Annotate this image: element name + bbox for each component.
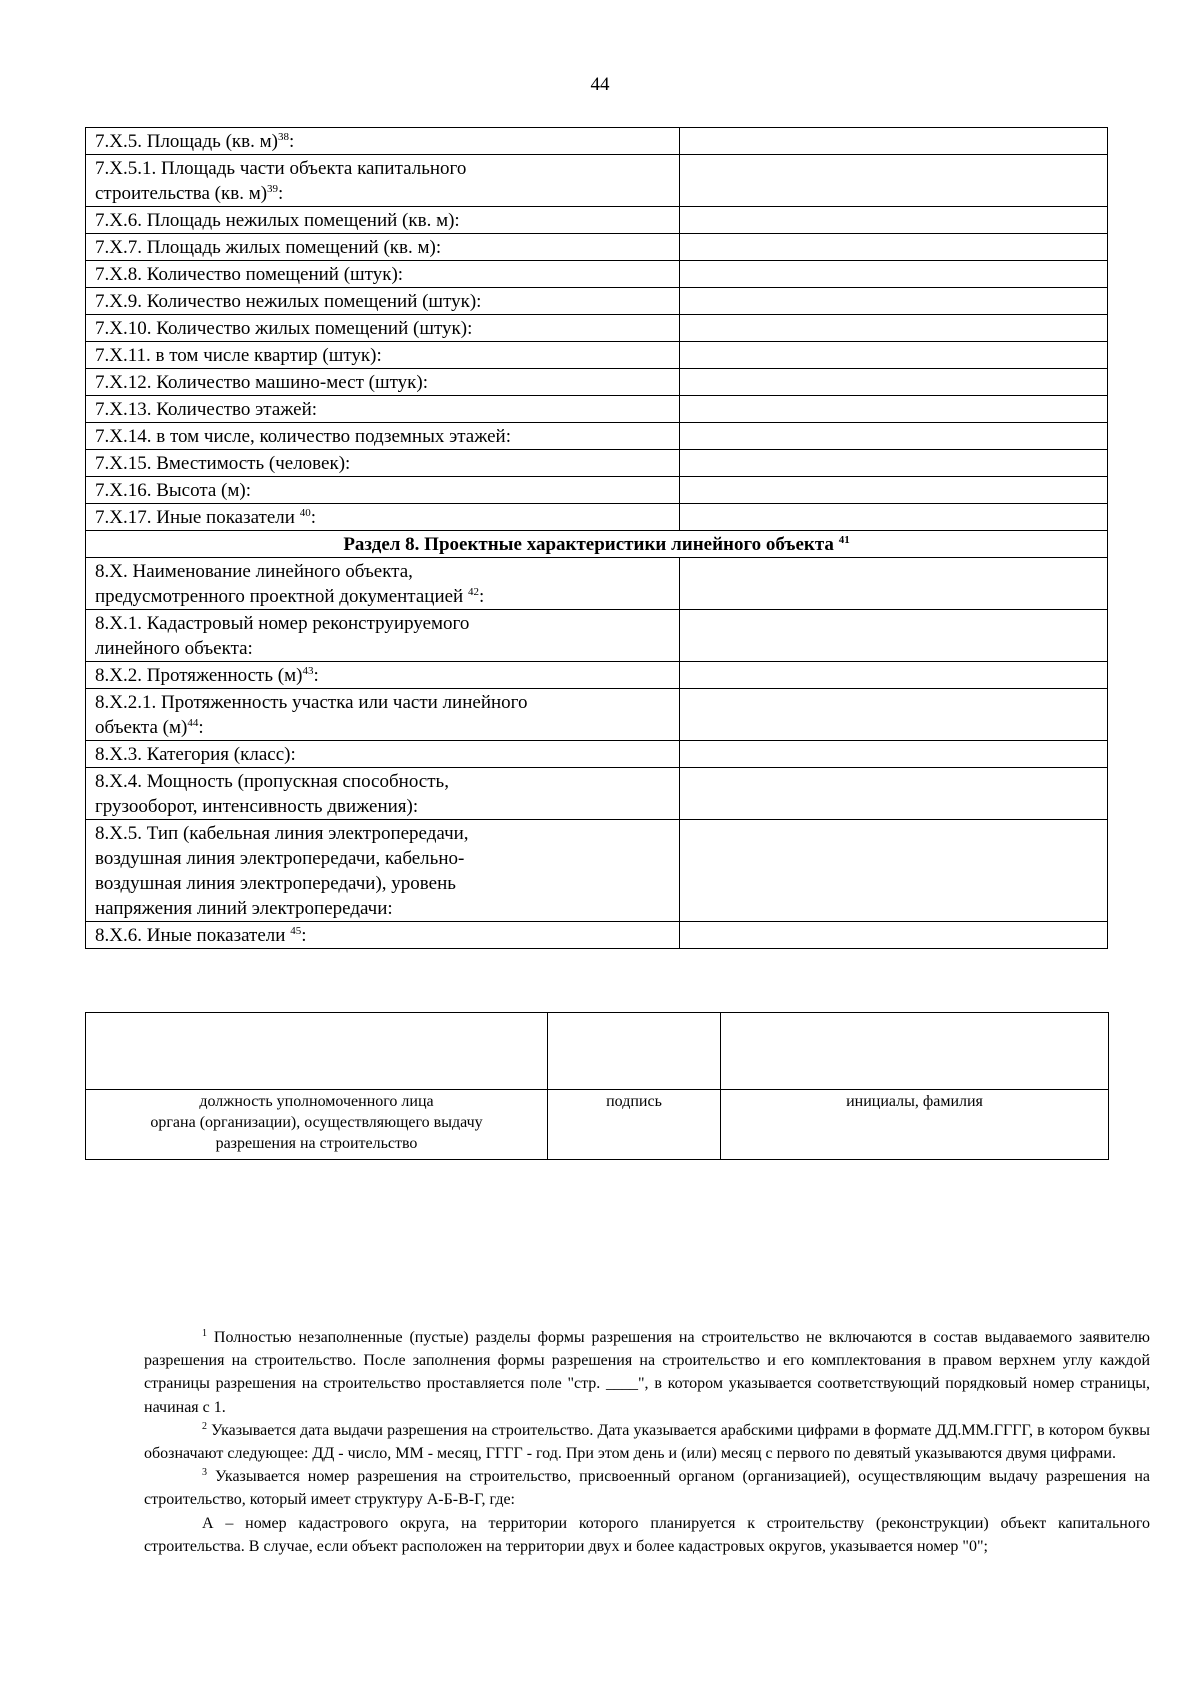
table-row xyxy=(86,689,1108,741)
row-value xyxy=(680,207,1108,234)
table-row xyxy=(86,396,1108,423)
table-row xyxy=(86,558,1108,610)
row-value xyxy=(680,558,1108,610)
name-field xyxy=(721,1013,1109,1090)
name-caption: инициалы, фамилия xyxy=(721,1090,1109,1160)
row-label: 8.X.2. Протяженность $(м)^{43}$: xyxy=(86,662,680,689)
section-header-row xyxy=(86,531,1108,558)
row-label: 7.X.13. Количество этажей: xyxy=(86,396,680,423)
row-value xyxy=(680,261,1108,288)
row-label: 8.X. Наименование линейного объекта, предусмотренного проектной документацией $^{42}$: xyxy=(86,558,680,610)
row-label: 7.X.17. Иные показатели $^{40}$: xyxy=(86,504,680,531)
table-row xyxy=(86,369,1108,396)
row-label: 7.X.5. Площадь (кв. м)$^{38}$: xyxy=(86,128,680,155)
row-value xyxy=(680,662,1108,689)
row-value xyxy=(680,741,1108,768)
table-row xyxy=(86,315,1108,342)
section-8-title: Раздел 8. Проектные характеристики линейного объекта $^{41}$ xyxy=(86,531,1108,558)
row-value xyxy=(680,369,1108,396)
row-value xyxy=(680,689,1108,741)
row-value xyxy=(680,234,1108,261)
row-value xyxy=(680,396,1108,423)
row-label: 7.X.10. Количество жилых помещений (штук): xyxy=(86,315,680,342)
table-row xyxy=(86,610,1108,662)
signature-fields-row xyxy=(86,1013,1109,1090)
signature-block xyxy=(85,1012,1109,1160)
table-row xyxy=(86,342,1108,369)
page-number: 44 xyxy=(590,74,610,95)
permit-characteristics-table xyxy=(85,127,1108,949)
table-row xyxy=(86,922,1108,949)
footnote-2: $^2$ Указывается дата выдачи разрешения на строительство. Дата указывается арабскими цифрами в формате ДД.ММ.ГГГГ, в котором буквы обозначают следующее: ДД - число, ММ - месяц, ГГГГ - год. При этом день и (или) месяц с первого по девятый указываются двумя цифрами. xyxy=(144,1420,1150,1463)
table-row xyxy=(86,423,1108,450)
row-label: 8.X.1. Кадастровый номер реконструируемого линейного объекта: xyxy=(86,610,680,662)
row-label: 7.X.16. Высота (м): xyxy=(86,477,680,504)
table-row xyxy=(86,261,1108,288)
table-row xyxy=(86,504,1108,531)
row-label: 8.X.4. Мощность (пропускная способность, грузооборот, интенсивность движения): xyxy=(86,768,680,820)
footnote-1: $^1$ Полностью незаполненные (пустые) разделы формы разрешения на строительство не включаются в состав выдаваемого заявителю разрешения на строительство. После заполнения формы разрешения на строительство и его комплектования в правом верхнем углу каждой страницы разрешения на строительство проставляется поле "стр. ____", в котором указывается соответствующий порядковый номер страницы, начиная с 1. xyxy=(144,1328,1150,1416)
table-row xyxy=(86,155,1108,207)
position-caption: должность уполномоченного лица органа (организации), осуществляющего выдачу разрешения на строительство xyxy=(86,1090,548,1160)
footnotes xyxy=(144,1326,1150,1558)
row-label: 7.X.5.1. Площадь части объекта капитального строительства (кв. м)$^{39}$: xyxy=(86,155,680,207)
row-value xyxy=(680,768,1108,820)
table-row xyxy=(86,450,1108,477)
row-label: 7.X.9. Количество нежилых помещений (штук): xyxy=(86,288,680,315)
row-label: 8.X.6. Иные показатели $^{45}$: xyxy=(86,922,680,949)
row-label: 7.X.12. Количество машино-мест (штук): xyxy=(86,369,680,396)
row-value xyxy=(680,477,1108,504)
signature-captions-row xyxy=(86,1090,1109,1160)
row-value xyxy=(680,610,1108,662)
row-label: 8.X.2.1. Протяженность участка или части линейного объекта $(м)^{44}$: xyxy=(86,689,680,741)
footnote-3: $^3$ Указывается номер разрешения на строительство, присвоенный органом (организацией), осуществляющим выдачу разрешения на строительство, который имеет структуру А-Б-В-Г, где: xyxy=(144,1467,1150,1509)
footnote-3-item-a: А – номер кадастрового округа, на территории которого планируется к строительству (реконструкции) объект капитального строительства. В случае, если объект расположен на территории двух и более кадастровых округов, указывается номер "0"; xyxy=(144,1514,1150,1555)
table-row xyxy=(86,768,1108,820)
table-row xyxy=(86,207,1108,234)
row-value xyxy=(680,288,1108,315)
row-value xyxy=(680,450,1108,477)
row-value xyxy=(680,155,1108,207)
row-label: 8.X.3. Категория (класс): xyxy=(86,741,680,768)
row-label: 7.X.11. в том числе квартир (штук): xyxy=(86,342,680,369)
row-value xyxy=(680,423,1108,450)
row-value xyxy=(680,504,1108,531)
table-row xyxy=(86,741,1108,768)
row-label: 7.X.7. Площадь жилых помещений (кв. м): xyxy=(86,234,680,261)
row-value xyxy=(680,342,1108,369)
signature-caption: подпись xyxy=(548,1090,721,1160)
row-label: 7.X.8. Количество помещений (штук): xyxy=(86,261,680,288)
table-row xyxy=(86,477,1108,504)
table-row xyxy=(86,234,1108,261)
table-row xyxy=(86,288,1108,315)
row-value xyxy=(680,820,1108,922)
signature-field xyxy=(548,1013,721,1090)
row-label: 7.X.14. в том числе, количество подземных этажей: xyxy=(86,423,680,450)
row-label: 7.X.6. Площадь нежилых помещений (кв. м): xyxy=(86,207,680,234)
row-value xyxy=(680,128,1108,155)
table-row xyxy=(86,662,1108,689)
row-label: 8.X.5. Тип (кабельная линия электропередачи, воздушная линия электропередачи, кабельно- воздушная линия электропередачи), уровень напряжения линий электропередачи: xyxy=(86,820,680,922)
table-row xyxy=(86,128,1108,155)
row-label: 7.X.15. Вместимость (человек): xyxy=(86,450,680,477)
position-field xyxy=(86,1013,548,1090)
row-value xyxy=(680,922,1108,949)
row-value xyxy=(680,315,1108,342)
table-row xyxy=(86,820,1108,922)
